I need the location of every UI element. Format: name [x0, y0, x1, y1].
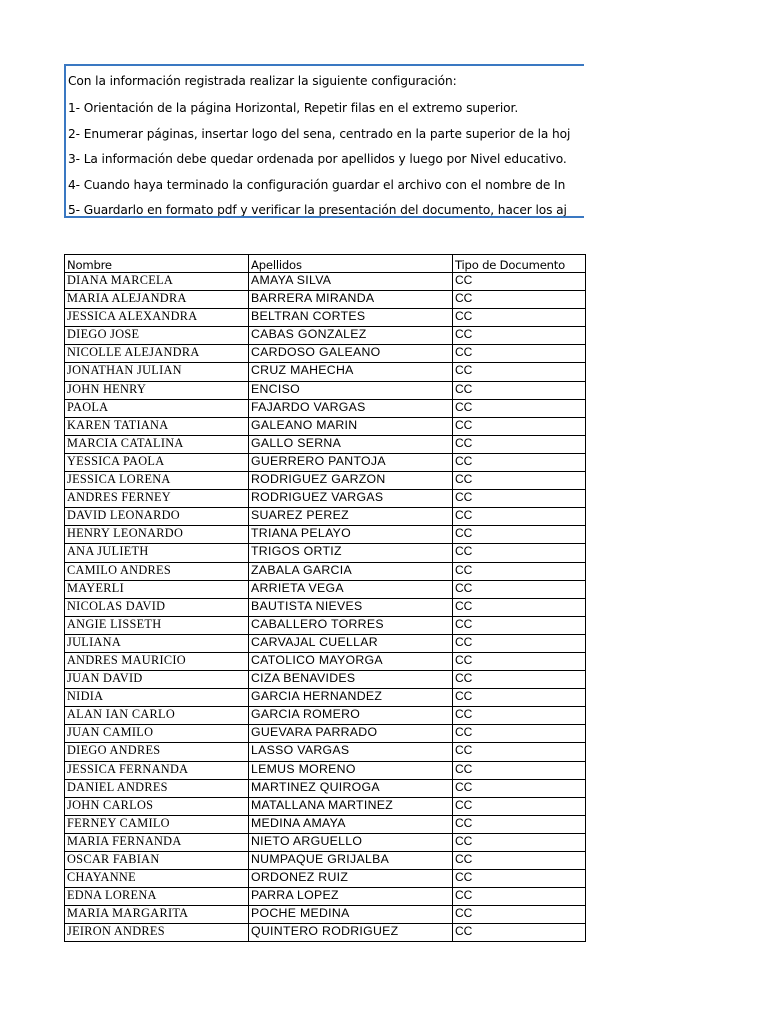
cell-nombre[interactable]: JUAN CAMILO — [65, 725, 249, 743]
table-row — [65, 417, 586, 435]
cell-apellidos[interactable]: MATALLANA MARTINEZ — [249, 797, 453, 815]
cell-apellidos[interactable]: CIZA BENAVIDES — [249, 671, 453, 689]
instruction-step-2: 2- Enumerar páginas, insertar logo del sena, centrado en la parte superior de la hoj — [68, 127, 571, 141]
cell-apellidos[interactable]: NUMPAQUE GRIJALBA — [249, 852, 453, 870]
table-row — [65, 743, 586, 761]
cell-apellidos[interactable]: POCHE MEDINA — [249, 906, 453, 924]
cell-nombre[interactable]: YESSICA PAOLA — [65, 453, 249, 471]
cell-tipo-documento[interactable]: CC — [453, 453, 586, 471]
cell-apellidos[interactable]: GALLO SERNA — [249, 435, 453, 453]
cell-apellidos[interactable]: CABALLERO TORRES — [249, 616, 453, 634]
table-row — [65, 399, 586, 417]
table-row — [65, 671, 586, 689]
cell-nombre[interactable]: JESSICA FERNANDA — [65, 761, 249, 779]
cell-nombre[interactable]: JESSICA LORENA — [65, 472, 249, 490]
cell-apellidos[interactable]: LEMUS MORENO — [249, 761, 453, 779]
table-row — [65, 508, 586, 526]
cell-tipo-documento[interactable]: CC — [453, 815, 586, 833]
cell-nombre[interactable]: ANGIE LISSETH — [65, 616, 249, 634]
table-row — [65, 453, 586, 471]
cell-nombre[interactable]: JULIANA — [65, 634, 249, 652]
cell-apellidos[interactable]: SUAREZ PEREZ — [249, 508, 453, 526]
header-nombre[interactable]: Nombre — [65, 255, 249, 273]
table-row — [65, 725, 586, 743]
cell-nombre[interactable]: ANDRES MAURICIO — [65, 652, 249, 670]
cell-apellidos[interactable]: BELTRAN CORTES — [249, 309, 453, 327]
cell-nombre[interactable]: NIDIA — [65, 689, 249, 707]
table-row — [65, 472, 586, 490]
cell-apellidos[interactable]: CABAS GONZALEZ — [249, 327, 453, 345]
cell-apellidos[interactable]: CRUZ MAHECHA — [249, 363, 453, 381]
table-row — [65, 779, 586, 797]
cell-tipo-documento[interactable]: CC — [453, 580, 586, 598]
cell-tipo-documento[interactable]: CC — [453, 472, 586, 490]
cell-tipo-documento[interactable]: CC — [453, 725, 586, 743]
instructions-box — [64, 64, 584, 218]
instruction-step-5: 5- Guardarlo en formato pdf y verificar la presentación del documento, hacer los aj — [68, 203, 567, 217]
table-row — [65, 797, 586, 815]
cell-tipo-documento[interactable]: CC — [453, 526, 586, 544]
cell-nombre[interactable]: MARIA MARGARITA — [65, 906, 249, 924]
table-row — [65, 707, 586, 725]
cell-tipo-documento[interactable]: CC — [453, 689, 586, 707]
table-row — [65, 291, 586, 309]
cell-nombre[interactable]: MARIA FERNANDA — [65, 833, 249, 851]
cell-apellidos[interactable]: LASSO VARGAS — [249, 743, 453, 761]
table-row — [65, 833, 586, 851]
table-row — [65, 616, 586, 634]
cell-nombre[interactable]: DIEGO ANDRES — [65, 743, 249, 761]
table-row — [65, 598, 586, 616]
cell-apellidos[interactable]: AMAYA SILVA — [249, 273, 453, 291]
cell-apellidos[interactable]: ENCISO — [249, 381, 453, 399]
cell-tipo-documento[interactable]: CC — [453, 779, 586, 797]
cell-apellidos[interactable]: GARCIA ROMERO — [249, 707, 453, 725]
table-row — [65, 652, 586, 670]
table-row — [65, 870, 586, 888]
cell-nombre[interactable]: PAOLA — [65, 399, 249, 417]
cell-nombre[interactable]: DANIEL ANDRES — [65, 779, 249, 797]
cell-nombre[interactable]: KAREN TATIANA — [65, 417, 249, 435]
cell-apellidos[interactable]: QUINTERO RODRIGUEZ — [249, 924, 453, 942]
cell-nombre[interactable]: ANA JULIETH — [65, 544, 249, 562]
cell-tipo-documento[interactable]: CC — [453, 490, 586, 508]
table-row — [65, 309, 586, 327]
table-row — [65, 888, 586, 906]
cell-tipo-documento[interactable]: CC — [453, 381, 586, 399]
instruction-step-4: 4- Cuando haya terminado la configuración guardar el archivo con el nombre de In — [68, 178, 566, 192]
table-body — [65, 273, 586, 942]
cell-apellidos[interactable]: BAUTISTA NIEVES — [249, 598, 453, 616]
cell-nombre[interactable]: OSCAR FABIAN — [65, 852, 249, 870]
cell-tipo-documento[interactable]: CC — [453, 833, 586, 851]
cell-tipo-documento[interactable]: CC — [453, 327, 586, 345]
table-row — [65, 381, 586, 399]
cell-apellidos[interactable]: PARRA LOPEZ — [249, 888, 453, 906]
cell-apellidos[interactable]: GALEANO MARIN — [249, 417, 453, 435]
cell-apellidos[interactable]: RODRIGUEZ GARZON — [249, 472, 453, 490]
cell-tipo-documento[interactable]: CC — [453, 797, 586, 815]
cell-nombre[interactable]: MARIA ALEJANDRA — [65, 291, 249, 309]
cell-tipo-documento[interactable]: CC — [453, 363, 586, 381]
table-row — [65, 544, 586, 562]
cell-tipo-documento[interactable]: CC — [453, 852, 586, 870]
table-row — [65, 562, 586, 580]
table-row — [65, 580, 586, 598]
cell-nombre[interactable]: HENRY LEONARDO — [65, 526, 249, 544]
cell-tipo-documento[interactable]: CC — [453, 652, 586, 670]
students-table — [64, 254, 586, 942]
cell-tipo-documento[interactable]: CC — [453, 598, 586, 616]
table-row — [65, 345, 586, 363]
cell-apellidos[interactable]: CATOLICO MAYORGA — [249, 652, 453, 670]
header-tipo-documento[interactable]: Tipo de Documento — [453, 255, 586, 273]
header-apellidos[interactable]: Apellidos — [249, 255, 453, 273]
cell-tipo-documento[interactable]: CC — [453, 906, 586, 924]
cell-tipo-documento[interactable]: CC — [453, 562, 586, 580]
cell-nombre[interactable]: JESSICA ALEXANDRA — [65, 309, 249, 327]
cell-apellidos[interactable]: ARRIETA VEGA — [249, 580, 453, 598]
cell-tipo-documento[interactable]: CC — [453, 761, 586, 779]
cell-nombre[interactable]: JONATHAN JULIAN — [65, 363, 249, 381]
cell-tipo-documento[interactable]: CC — [453, 707, 586, 725]
instruction-step-1: 1- Orientación de la página Horizontal, Repetir filas en el extremo superior. — [68, 101, 519, 115]
cell-nombre[interactable]: MARCIA CATALINA — [65, 435, 249, 453]
cell-nombre[interactable]: DIANA MARCELA — [65, 273, 249, 291]
instruction-step-3: 3- La información debe quedar ordenada por apellidos y luego por Nivel educativo. — [68, 152, 567, 166]
cell-apellidos[interactable]: MARTINEZ QUIROGA — [249, 779, 453, 797]
cell-nombre[interactable]: MAYERLI — [65, 580, 249, 598]
cell-tipo-documento[interactable]: CC — [453, 616, 586, 634]
cell-apellidos[interactable]: BARRERA MIRANDA — [249, 291, 453, 309]
cell-tipo-documento[interactable]: CC — [453, 273, 586, 291]
cell-apellidos[interactable]: GUERRERO PANTOJA — [249, 453, 453, 471]
cell-nombre[interactable]: DIEGO JOSE — [65, 327, 249, 345]
cell-nombre[interactable]: JOHN HENRY — [65, 381, 249, 399]
cell-nombre[interactable]: EDNA LORENA — [65, 888, 249, 906]
cell-apellidos[interactable]: NIETO ARGUELLO — [249, 833, 453, 851]
cell-apellidos[interactable]: TRIANA PELAYO — [249, 526, 453, 544]
cell-apellidos[interactable]: CARVAJAL CUELLAR — [249, 634, 453, 652]
cell-tipo-documento[interactable]: CC — [453, 345, 586, 363]
table-header-row — [65, 255, 586, 273]
cell-nombre[interactable]: JOHN CARLOS — [65, 797, 249, 815]
cell-tipo-documento[interactable]: CC — [453, 435, 586, 453]
cell-apellidos[interactable]: TRIGOS ORTIZ — [249, 544, 453, 562]
cell-tipo-documento[interactable]: CC — [453, 888, 586, 906]
cell-tipo-documento[interactable]: CC — [453, 544, 586, 562]
cell-nombre[interactable]: CAMILO ANDRES — [65, 562, 249, 580]
cell-apellidos[interactable]: GARCIA HERNANDEZ — [249, 689, 453, 707]
cell-apellidos[interactable]: GUEVARA PARRADO — [249, 725, 453, 743]
cell-tipo-documento[interactable]: CC — [453, 924, 586, 942]
table-row — [65, 363, 586, 381]
table-row — [65, 761, 586, 779]
cell-nombre[interactable]: FERNEY CAMILO — [65, 815, 249, 833]
cell-apellidos[interactable]: MEDINA AMAYA — [249, 815, 453, 833]
table-row — [65, 906, 586, 924]
cell-nombre[interactable]: CHAYANNE — [65, 870, 249, 888]
table-row — [65, 526, 586, 544]
cell-tipo-documento[interactable]: CC — [453, 671, 586, 689]
table-row — [65, 490, 586, 508]
cell-apellidos[interactable]: CARDOSO GALEANO — [249, 345, 453, 363]
cell-apellidos[interactable]: RODRIGUEZ VARGAS — [249, 490, 453, 508]
table-row — [65, 273, 586, 291]
cell-apellidos[interactable]: ORDONEZ RUIZ — [249, 870, 453, 888]
cell-tipo-documento[interactable]: CC — [453, 309, 586, 327]
cell-apellidos[interactable]: FAJARDO VARGAS — [249, 399, 453, 417]
cell-nombre[interactable]: NICOLLE ALEJANDRA — [65, 345, 249, 363]
cell-tipo-documento[interactable]: CC — [453, 508, 586, 526]
cell-nombre[interactable]: JUAN DAVID — [65, 671, 249, 689]
table-row — [65, 435, 586, 453]
cell-tipo-documento[interactable]: CC — [453, 417, 586, 435]
cell-tipo-documento[interactable]: CC — [453, 399, 586, 417]
table-row — [65, 327, 586, 345]
cell-tipo-documento[interactable]: CC — [453, 291, 586, 309]
cell-nombre[interactable]: ANDRES FERNEY — [65, 490, 249, 508]
cell-tipo-documento[interactable]: CC — [453, 870, 586, 888]
table-row — [65, 815, 586, 833]
table-row — [65, 689, 586, 707]
cell-nombre[interactable]: NICOLAS DAVID — [65, 598, 249, 616]
table-row — [65, 634, 586, 652]
cell-nombre[interactable]: JEIRON ANDRES — [65, 924, 249, 942]
cell-apellidos[interactable]: ZABALA GARCIA — [249, 562, 453, 580]
cell-tipo-documento[interactable]: CC — [453, 743, 586, 761]
table-row — [65, 852, 586, 870]
cell-nombre[interactable]: DAVID LEONARDO — [65, 508, 249, 526]
cell-tipo-documento[interactable]: CC — [453, 634, 586, 652]
table-row — [65, 924, 586, 942]
instruction-intro: Con la información registrada realizar la siguiente configuración: — [68, 74, 457, 88]
cell-nombre[interactable]: ALAN IAN CARLO — [65, 707, 249, 725]
